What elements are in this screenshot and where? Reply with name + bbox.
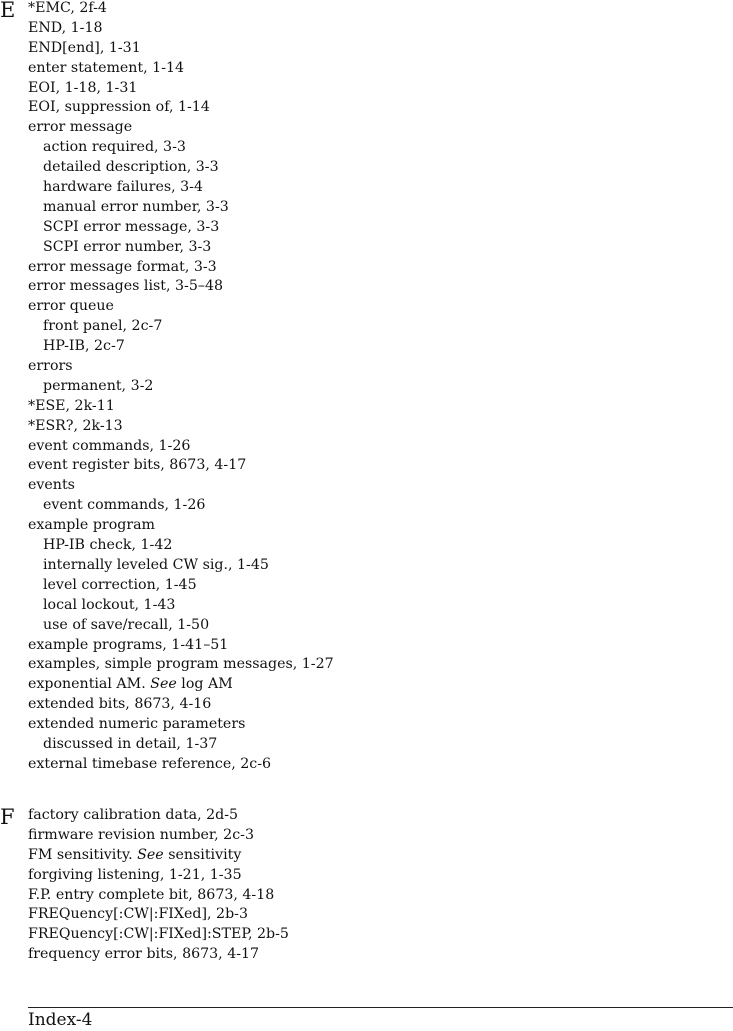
index-entry: EOI, 1-18, 1-31 <box>28 79 138 96</box>
index-entry-see <box>28 675 334 695</box>
index-entry: firmware revision number, 2c-3 <box>28 826 254 843</box>
index-subentry: hardware failures, 3-4 <box>43 179 203 196</box>
index-entry: errors <box>28 358 73 375</box>
index-entry: *ESR?, 2k-13 <box>28 417 123 434</box>
see-target: log AM <box>181 676 233 693</box>
index-entry: END[end], 1-31 <box>28 39 141 56</box>
index-entry: frequency error bits, 8673, 4-17 <box>28 946 260 963</box>
index-entry: FREQuency[:CW|:FIXed], 2b-3 <box>28 906 248 923</box>
index-entry: FREQuency[:CW|:FIXed]:STEP, 2b-5 <box>28 926 289 943</box>
index-entry: error message format, 3-3 <box>28 258 217 275</box>
index-subentry: use of save/recall, 1-50 <box>43 616 210 633</box>
index-subentry: front panel, 2c-7 <box>43 318 163 335</box>
index-entry: example program <box>28 517 156 534</box>
index-entry: error messages list, 3-5–48 <box>28 278 224 295</box>
page-number: Index-4 <box>28 1010 93 1030</box>
see-reference: See <box>137 846 164 863</box>
index-subentry: action required, 3-3 <box>43 139 186 156</box>
index-entry: error message <box>28 119 133 136</box>
index-entry: event commands, 1-26 <box>28 437 191 454</box>
index-subentry: local lockout, 1-43 <box>43 596 176 613</box>
index-subentry: internally leveled CW sig., 1-45 <box>43 556 269 573</box>
entry-text: exponential AM. <box>28 676 146 693</box>
index-subentry: discussed in detail, 1-37 <box>43 735 218 752</box>
index-entry: external timebase reference, 2c-6 <box>28 755 272 772</box>
index-entry: EOI, suppression of, 1-14 <box>28 99 210 116</box>
index-entry-see <box>28 846 289 866</box>
index-entry-list <box>28 0 334 775</box>
index-subentry: SCPI error number, 3-3 <box>43 238 212 255</box>
index-entry: event register bits, 8673, 4-17 <box>28 457 247 474</box>
footer-divider <box>28 1007 733 1008</box>
index-entry-list <box>28 806 289 965</box>
index-entry: enter statement, 1-14 <box>28 59 185 76</box>
index-entry: END, 1-18 <box>28 19 103 36</box>
index-subentry: manual error number, 3-3 <box>43 198 229 215</box>
index-entry: events <box>28 477 75 494</box>
index-entry: extended bits, 8673, 4-16 <box>28 696 212 713</box>
entry-text: FM sensitivity. <box>28 846 133 863</box>
index-subentry: detailed description, 3-3 <box>43 159 219 176</box>
index-subentry: HP-IB, 2c-7 <box>43 338 125 355</box>
index-subentry: event commands, 1-26 <box>43 497 206 514</box>
index-subentry: SCPI error message, 3-3 <box>43 218 220 235</box>
section-letter: E <box>0 0 16 22</box>
section-letter: F <box>0 805 15 829</box>
index-subentry: HP-IB check, 1-42 <box>43 537 173 554</box>
index-entry: error queue <box>28 298 114 315</box>
see-reference: See <box>150 676 177 693</box>
index-entry: F.P. entry complete bit, 8673, 4-18 <box>28 886 275 903</box>
index-entry: *ESE, 2k-11 <box>28 397 115 414</box>
see-target: sensitivity <box>168 846 242 863</box>
index-entry: factory calibration data, 2d-5 <box>28 807 239 823</box>
index-entry: *EMC, 2f-4 <box>28 0 107 16</box>
index-entry: extended numeric parameters <box>28 716 246 733</box>
index-entry: examples, simple program messages, 1-27 <box>28 656 334 673</box>
index-entry: example programs, 1-41–51 <box>28 636 229 653</box>
index-subentry: level correction, 1-45 <box>43 576 197 593</box>
index-subentry: permanent, 3-2 <box>43 377 154 394</box>
index-entry: forgiving listening, 1-21, 1-35 <box>28 866 242 883</box>
